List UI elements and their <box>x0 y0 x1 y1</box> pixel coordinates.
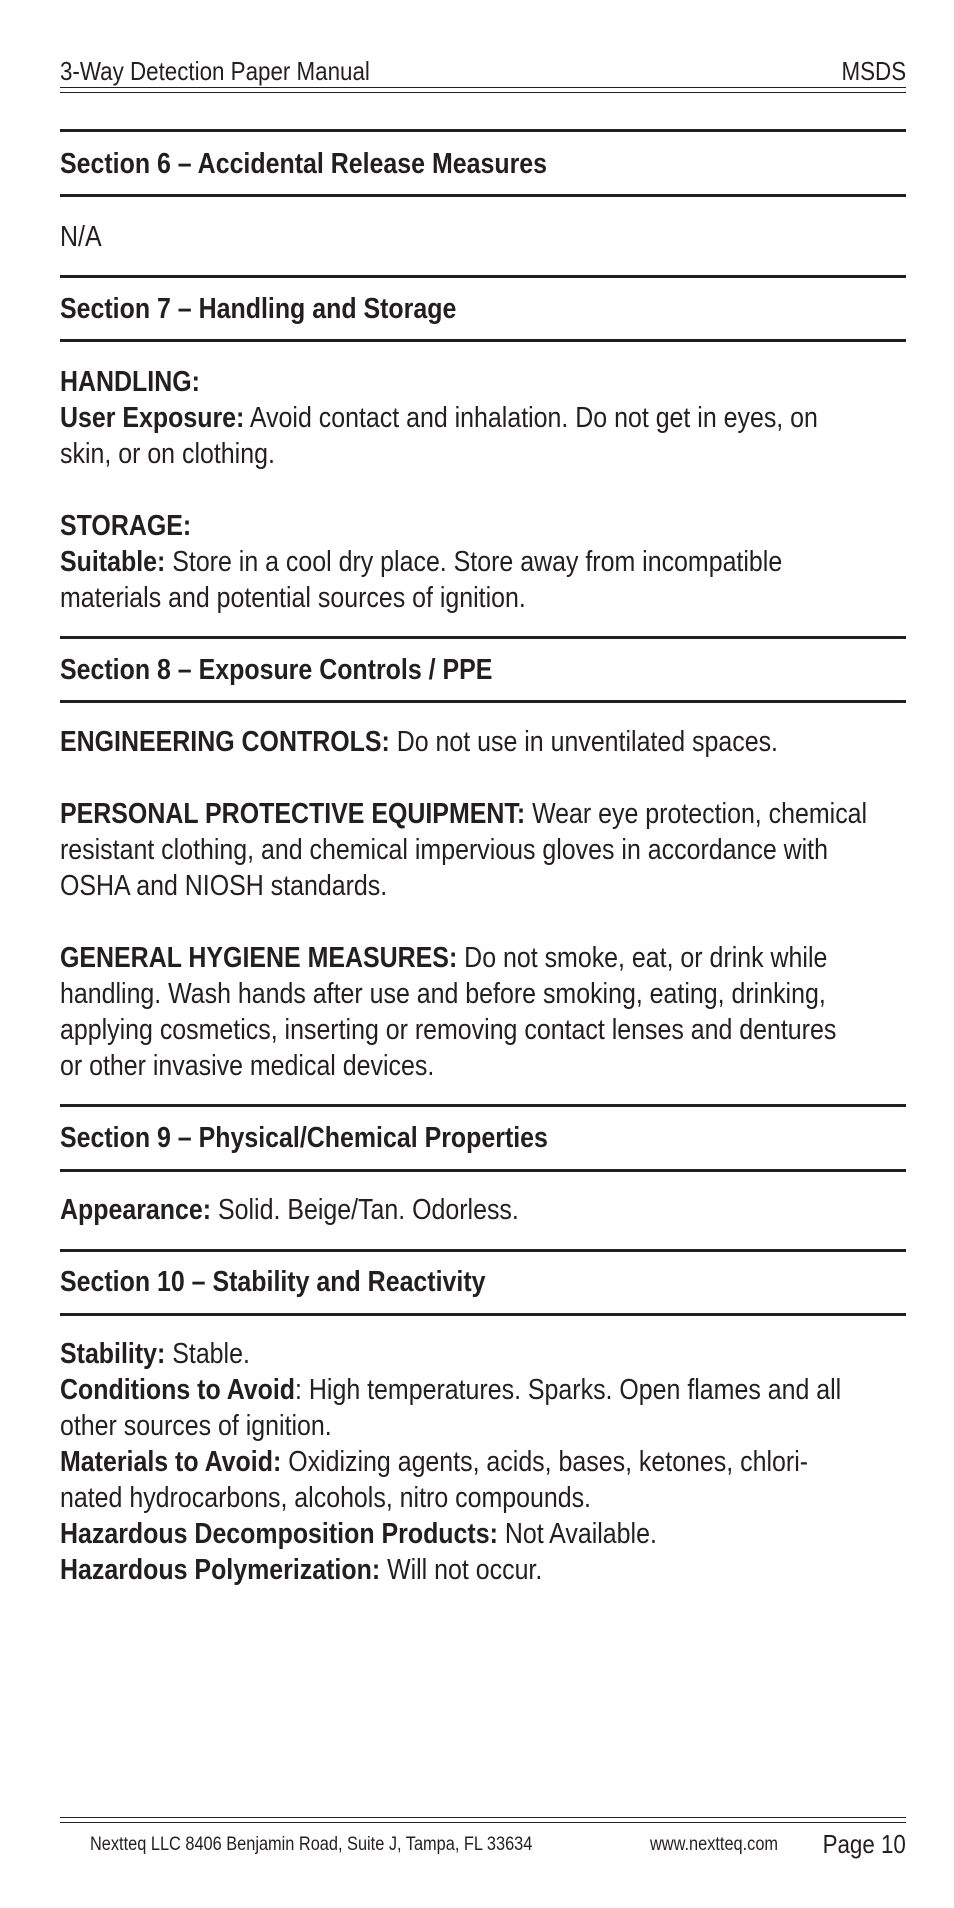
header-tag: MSDS <box>841 56 906 86</box>
hygiene-block: GENERAL HYGIENE MEASURES: Do not smoke, eat, or drink while handling. Wash hands after use and before smoking, eating, drinking, applying cosmetics, inserting or removing contact lenses and dentures or other invasive medical devices. <box>60 942 837 1082</box>
section-6-title: Section 6 – Accidental Release Measures <box>60 148 548 180</box>
section-rule <box>60 129 906 132</box>
section-rule <box>60 1169 906 1172</box>
section-9-title: Section 9 – Physical/Chemical Properties <box>60 1122 548 1154</box>
suitable-line: Suitable: Store in a cool dry place. Store away from incompatible <box>60 546 783 578</box>
section-8-title: Section 8 – Exposure Controls / PPE <box>60 654 493 686</box>
page-number: Page 10 <box>822 1829 906 1859</box>
footer-divider <box>60 1817 906 1823</box>
section-7-title: Section 7 – Handling and Storage <box>60 293 457 325</box>
storage-heading: STORAGE: <box>60 510 192 542</box>
section-rule <box>60 636 906 639</box>
section-10-title: Section 10 – Stability and Reactivity <box>60 1266 486 1298</box>
engineering-controls: ENGINEERING CONTROLS: Do not use in unventilated spaces. <box>60 726 778 758</box>
page-header <box>60 52 906 88</box>
section-rule <box>60 194 906 197</box>
section-rule <box>60 700 906 703</box>
stability-block: Stability: Stable. Conditions to Avoid: High temperatures. Sparks. Open flames and all other sources of ignition. Materials to Avoid: Oxidizing agents, acids, bases, ketones, chlori- nated hydrocarbons, alcohols, nitro compounds. Hazardous Decomposition Products: Not Available. Hazardous Polymerization: Will not occur. <box>60 1338 842 1586</box>
section-rule <box>60 1249 906 1252</box>
ppe-block: PERSONAL PROTECTIVE EQUIPMENT: Wear eye protection, chemical resistant clothing, and chemical impervious gloves in accordance with OSHA and NIOSH standards. <box>60 798 868 902</box>
storage-block: STORAGE: Suitable: Store in a cool dry place. Store away from incompatible materials and potential sources of ignition. <box>60 508 954 616</box>
handling-block: HANDLING: User Exposure: Avoid contact and inhalation. Do not get in eyes, on skin, or on clothing. <box>60 364 954 472</box>
section-rule <box>60 275 906 278</box>
header-divider <box>60 87 906 93</box>
appearance-line: Appearance: Solid. Beige/Tan. Odorless. <box>60 1194 519 1226</box>
section-rule <box>60 1313 906 1316</box>
section-rule <box>60 339 906 342</box>
footer-website: www.nextteq.com <box>650 1834 779 1855</box>
user-exposure-line: User Exposure: Avoid contact and inhalation. Do not get in eyes, on <box>60 402 818 434</box>
section-rule <box>60 1104 906 1107</box>
section-6-body: N/A <box>60 221 102 253</box>
manual-title: 3-Way Detection Paper Manual <box>60 56 370 86</box>
footer-address: Nextteq LLC 8406 Benjamin Road, Suite J, Tampa, FL 33634 <box>90 1834 533 1855</box>
handling-heading: HANDLING: <box>60 366 200 398</box>
